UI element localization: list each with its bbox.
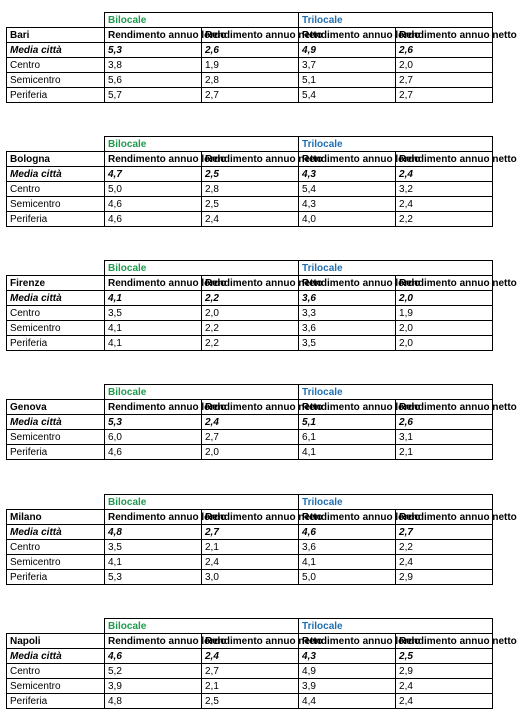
row-label: Semicentro [7, 430, 105, 445]
cell-trilocale-netto: 2,6 [396, 415, 493, 430]
category-trilocale: Trilocale [299, 619, 493, 634]
column-header-trilocale-lordo: Rendimento annuo lordo [299, 634, 396, 649]
cell-bilocale-netto: 2,4 [202, 649, 299, 664]
cell-trilocale-netto: 2,9 [396, 664, 493, 679]
table-row [7, 649, 493, 664]
column-header-bilocale-netto: Rendimento annuo netto [202, 276, 299, 291]
cell-bilocale-netto: 2,5 [202, 167, 299, 182]
cell-trilocale-netto: 2,4 [396, 555, 493, 570]
row-label: Semicentro [7, 321, 105, 336]
row-label: Periferia [7, 336, 105, 351]
column-header-row [7, 400, 493, 415]
table-row [7, 58, 493, 73]
cell-bilocale-netto: 2,2 [202, 321, 299, 336]
table-row [7, 540, 493, 555]
cell-bilocale-lordo: 3,5 [105, 306, 202, 321]
blank-corner-cell [7, 137, 105, 152]
cell-bilocale-lordo: 4,6 [105, 212, 202, 227]
category-trilocale: Trilocale [299, 137, 493, 152]
cell-trilocale-netto: 2,7 [396, 88, 493, 103]
column-header-bilocale-netto: Rendimento annuo netto [202, 510, 299, 525]
city-table-milano [6, 494, 517, 585]
row-label: Centro [7, 58, 105, 73]
cell-trilocale-lordo: 6,1 [299, 430, 396, 445]
cell-trilocale-lordo: 4,4 [299, 694, 396, 709]
cell-trilocale-netto: 2,7 [396, 525, 493, 540]
table-row [7, 73, 493, 88]
row-label: Periferia [7, 445, 105, 460]
row-label: Media città [7, 415, 105, 430]
row-label: Centro [7, 664, 105, 679]
cell-bilocale-netto: 2,1 [202, 540, 299, 555]
table-row [7, 88, 493, 103]
cell-trilocale-lordo: 4,3 [299, 649, 396, 664]
cell-trilocale-netto: 2,0 [396, 58, 493, 73]
cell-trilocale-netto: 2,4 [396, 197, 493, 212]
table-row [7, 306, 493, 321]
cell-bilocale-netto: 3,0 [202, 570, 299, 585]
cell-bilocale-lordo: 4,7 [105, 167, 202, 182]
table-row [7, 212, 493, 227]
cell-bilocale-netto: 1,9 [202, 58, 299, 73]
cell-bilocale-netto: 2,5 [202, 197, 299, 212]
row-label: Media città [7, 649, 105, 664]
cell-trilocale-netto: 2,0 [396, 321, 493, 336]
table-row [7, 430, 493, 445]
cell-bilocale-netto: 2,4 [202, 415, 299, 430]
cell-bilocale-netto: 2,1 [202, 679, 299, 694]
cell-bilocale-netto: 2,7 [202, 664, 299, 679]
table-row [7, 694, 493, 709]
row-label: Periferia [7, 570, 105, 585]
row-label: Semicentro [7, 679, 105, 694]
cell-bilocale-lordo: 5,2 [105, 664, 202, 679]
cell-trilocale-lordo: 4,6 [299, 525, 396, 540]
column-header-bilocale-lordo: Rendimento annuo lordo [105, 152, 202, 167]
cell-bilocale-lordo: 5,7 [105, 88, 202, 103]
cell-trilocale-netto: 2,4 [396, 694, 493, 709]
blank-corner-cell [7, 261, 105, 276]
column-header-bilocale-lordo: Rendimento annuo lordo [105, 634, 202, 649]
cell-trilocale-netto: 2,1 [396, 445, 493, 460]
category-bilocale: Bilocale [105, 619, 299, 634]
cell-trilocale-netto: 2,4 [396, 167, 493, 182]
cell-trilocale-lordo: 4,9 [299, 43, 396, 58]
cell-bilocale-lordo: 4,1 [105, 291, 202, 306]
row-label: Media città [7, 167, 105, 182]
cell-bilocale-netto: 2,8 [202, 73, 299, 88]
row-label: Media città [7, 525, 105, 540]
cell-trilocale-netto: 3,1 [396, 430, 493, 445]
city-table-bologna [6, 136, 517, 227]
cell-bilocale-lordo: 4,6 [105, 197, 202, 212]
cell-bilocale-lordo: 6,0 [105, 430, 202, 445]
cell-bilocale-lordo: 4,6 [105, 649, 202, 664]
cell-bilocale-netto: 2,7 [202, 430, 299, 445]
table-row [7, 336, 493, 351]
cell-bilocale-lordo: 5,0 [105, 182, 202, 197]
cell-bilocale-netto: 2,0 [202, 306, 299, 321]
row-label: Semicentro [7, 197, 105, 212]
cell-trilocale-lordo: 3,6 [299, 291, 396, 306]
column-header-trilocale-lordo: Rendimento annuo lordo [299, 276, 396, 291]
category-header-row [7, 619, 493, 634]
cell-bilocale-lordo: 3,9 [105, 679, 202, 694]
cell-trilocale-lordo: 3,7 [299, 58, 396, 73]
blank-corner-cell [7, 385, 105, 400]
cell-bilocale-lordo: 4,1 [105, 555, 202, 570]
cell-trilocale-lordo: 4,3 [299, 167, 396, 182]
cell-trilocale-netto: 2,0 [396, 336, 493, 351]
city-name: Milano [7, 510, 105, 525]
category-bilocale: Bilocale [105, 385, 299, 400]
category-header-row [7, 137, 493, 152]
cell-trilocale-netto: 2,9 [396, 570, 493, 585]
column-header-bilocale-netto: Rendimento annuo netto [202, 152, 299, 167]
city-name: Napoli [7, 634, 105, 649]
city-table-napoli [6, 618, 517, 709]
cell-trilocale-netto: 1,9 [396, 306, 493, 321]
row-label: Centro [7, 540, 105, 555]
category-header-row [7, 13, 493, 28]
column-header-row [7, 276, 493, 291]
row-label: Centro [7, 306, 105, 321]
cell-trilocale-lordo: 4,9 [299, 664, 396, 679]
cell-trilocale-lordo: 4,3 [299, 197, 396, 212]
column-header-trilocale-lordo: Rendimento annuo lordo [299, 510, 396, 525]
cell-bilocale-lordo: 5,3 [105, 415, 202, 430]
cell-trilocale-lordo: 4,1 [299, 445, 396, 460]
category-header-row [7, 261, 493, 276]
cell-trilocale-lordo: 3,3 [299, 306, 396, 321]
cell-bilocale-netto: 2,0 [202, 445, 299, 460]
cell-trilocale-lordo: 5,4 [299, 88, 396, 103]
column-header-trilocale-netto: Rendimento annuo netto [396, 276, 493, 291]
column-header-row [7, 510, 493, 525]
column-header-trilocale-lordo: Rendimento annuo lordo [299, 28, 396, 43]
cell-bilocale-netto: 2,2 [202, 336, 299, 351]
table-row [7, 525, 493, 540]
cell-bilocale-lordo: 5,6 [105, 73, 202, 88]
category-trilocale: Trilocale [299, 261, 493, 276]
city-table-genova [6, 384, 517, 460]
row-label: Media città [7, 43, 105, 58]
cell-bilocale-lordo: 3,8 [105, 58, 202, 73]
cell-trilocale-lordo: 3,6 [299, 321, 396, 336]
column-header-trilocale-netto: Rendimento annuo netto [396, 510, 493, 525]
category-bilocale: Bilocale [105, 13, 299, 28]
blank-corner-cell [7, 495, 105, 510]
column-header-trilocale-netto: Rendimento annuo netto [396, 634, 493, 649]
cell-bilocale-lordo: 4,8 [105, 694, 202, 709]
column-header-row [7, 28, 493, 43]
table-row [7, 445, 493, 460]
city-name: Genova [7, 400, 105, 415]
category-trilocale: Trilocale [299, 13, 493, 28]
column-header-trilocale-netto: Rendimento annuo netto [396, 152, 493, 167]
column-header-bilocale-netto: Rendimento annuo netto [202, 634, 299, 649]
category-trilocale: Trilocale [299, 385, 493, 400]
column-header-trilocale-netto: Rendimento annuo netto [396, 28, 493, 43]
cell-trilocale-lordo: 3,6 [299, 540, 396, 555]
category-bilocale: Bilocale [105, 137, 299, 152]
column-header-trilocale-netto: Rendimento annuo netto [396, 400, 493, 415]
cell-trilocale-lordo: 5,1 [299, 415, 396, 430]
table-row [7, 555, 493, 570]
cell-trilocale-lordo: 5,0 [299, 570, 396, 585]
cell-trilocale-lordo: 3,9 [299, 679, 396, 694]
city-name: Firenze [7, 276, 105, 291]
city-table-bari [6, 12, 517, 103]
category-bilocale: Bilocale [105, 261, 299, 276]
column-header-trilocale-lordo: Rendimento annuo lordo [299, 152, 396, 167]
cell-bilocale-netto: 2,5 [202, 694, 299, 709]
row-label: Semicentro [7, 73, 105, 88]
row-label: Semicentro [7, 555, 105, 570]
table-row [7, 43, 493, 58]
column-header-trilocale-lordo: Rendimento annuo lordo [299, 400, 396, 415]
cell-trilocale-lordo: 5,1 [299, 73, 396, 88]
column-header-row [7, 634, 493, 649]
cell-trilocale-lordo: 4,1 [299, 555, 396, 570]
cell-bilocale-netto: 2,4 [202, 555, 299, 570]
blank-corner-cell [7, 13, 105, 28]
column-header-bilocale-netto: Rendimento annuo netto [202, 400, 299, 415]
cell-bilocale-lordo: 4,6 [105, 445, 202, 460]
column-header-bilocale-lordo: Rendimento annuo lordo [105, 28, 202, 43]
cell-trilocale-netto: 2,6 [396, 43, 493, 58]
row-label: Periferia [7, 88, 105, 103]
cell-trilocale-netto: 2,2 [396, 540, 493, 555]
city-name: Bologna [7, 152, 105, 167]
cell-trilocale-netto: 2,7 [396, 73, 493, 88]
table-row [7, 182, 493, 197]
column-header-bilocale-netto: Rendimento annuo netto [202, 28, 299, 43]
table-row [7, 679, 493, 694]
cell-trilocale-netto: 2,5 [396, 649, 493, 664]
category-header-row [7, 385, 493, 400]
table-row [7, 415, 493, 430]
cell-trilocale-netto: 2,2 [396, 212, 493, 227]
table-row [7, 167, 493, 182]
table-row [7, 197, 493, 212]
row-label: Periferia [7, 212, 105, 227]
table-row [7, 664, 493, 679]
table-row [7, 570, 493, 585]
column-header-row [7, 152, 493, 167]
cell-trilocale-netto: 3,2 [396, 182, 493, 197]
column-header-bilocale-lordo: Rendimento annuo lordo [105, 400, 202, 415]
cell-trilocale-lordo: 5,4 [299, 182, 396, 197]
cell-bilocale-lordo: 4,8 [105, 525, 202, 540]
cell-bilocale-netto: 2,8 [202, 182, 299, 197]
blank-corner-cell [7, 619, 105, 634]
table-row [7, 321, 493, 336]
cell-bilocale-netto: 2,7 [202, 525, 299, 540]
category-trilocale: Trilocale [299, 495, 493, 510]
cell-trilocale-netto: 2,0 [396, 291, 493, 306]
city-table-firenze [6, 260, 517, 351]
column-header-bilocale-lordo: Rendimento annuo lordo [105, 276, 202, 291]
cell-bilocale-lordo: 4,1 [105, 336, 202, 351]
table-row [7, 291, 493, 306]
cell-bilocale-lordo: 4,1 [105, 321, 202, 336]
cell-bilocale-lordo: 5,3 [105, 570, 202, 585]
cell-bilocale-lordo: 5,3 [105, 43, 202, 58]
row-label: Centro [7, 182, 105, 197]
category-bilocale: Bilocale [105, 495, 299, 510]
row-label: Periferia [7, 694, 105, 709]
city-name: Bari [7, 28, 105, 43]
cell-trilocale-lordo: 4,0 [299, 212, 396, 227]
row-label: Media città [7, 291, 105, 306]
category-header-row [7, 495, 493, 510]
cell-bilocale-lordo: 3,5 [105, 540, 202, 555]
column-header-bilocale-lordo: Rendimento annuo lordo [105, 510, 202, 525]
cell-bilocale-netto: 2,4 [202, 212, 299, 227]
cell-trilocale-lordo: 3,5 [299, 336, 396, 351]
cell-bilocale-netto: 2,2 [202, 291, 299, 306]
cell-bilocale-netto: 2,7 [202, 88, 299, 103]
cell-trilocale-netto: 2,4 [396, 679, 493, 694]
cell-bilocale-netto: 2,6 [202, 43, 299, 58]
